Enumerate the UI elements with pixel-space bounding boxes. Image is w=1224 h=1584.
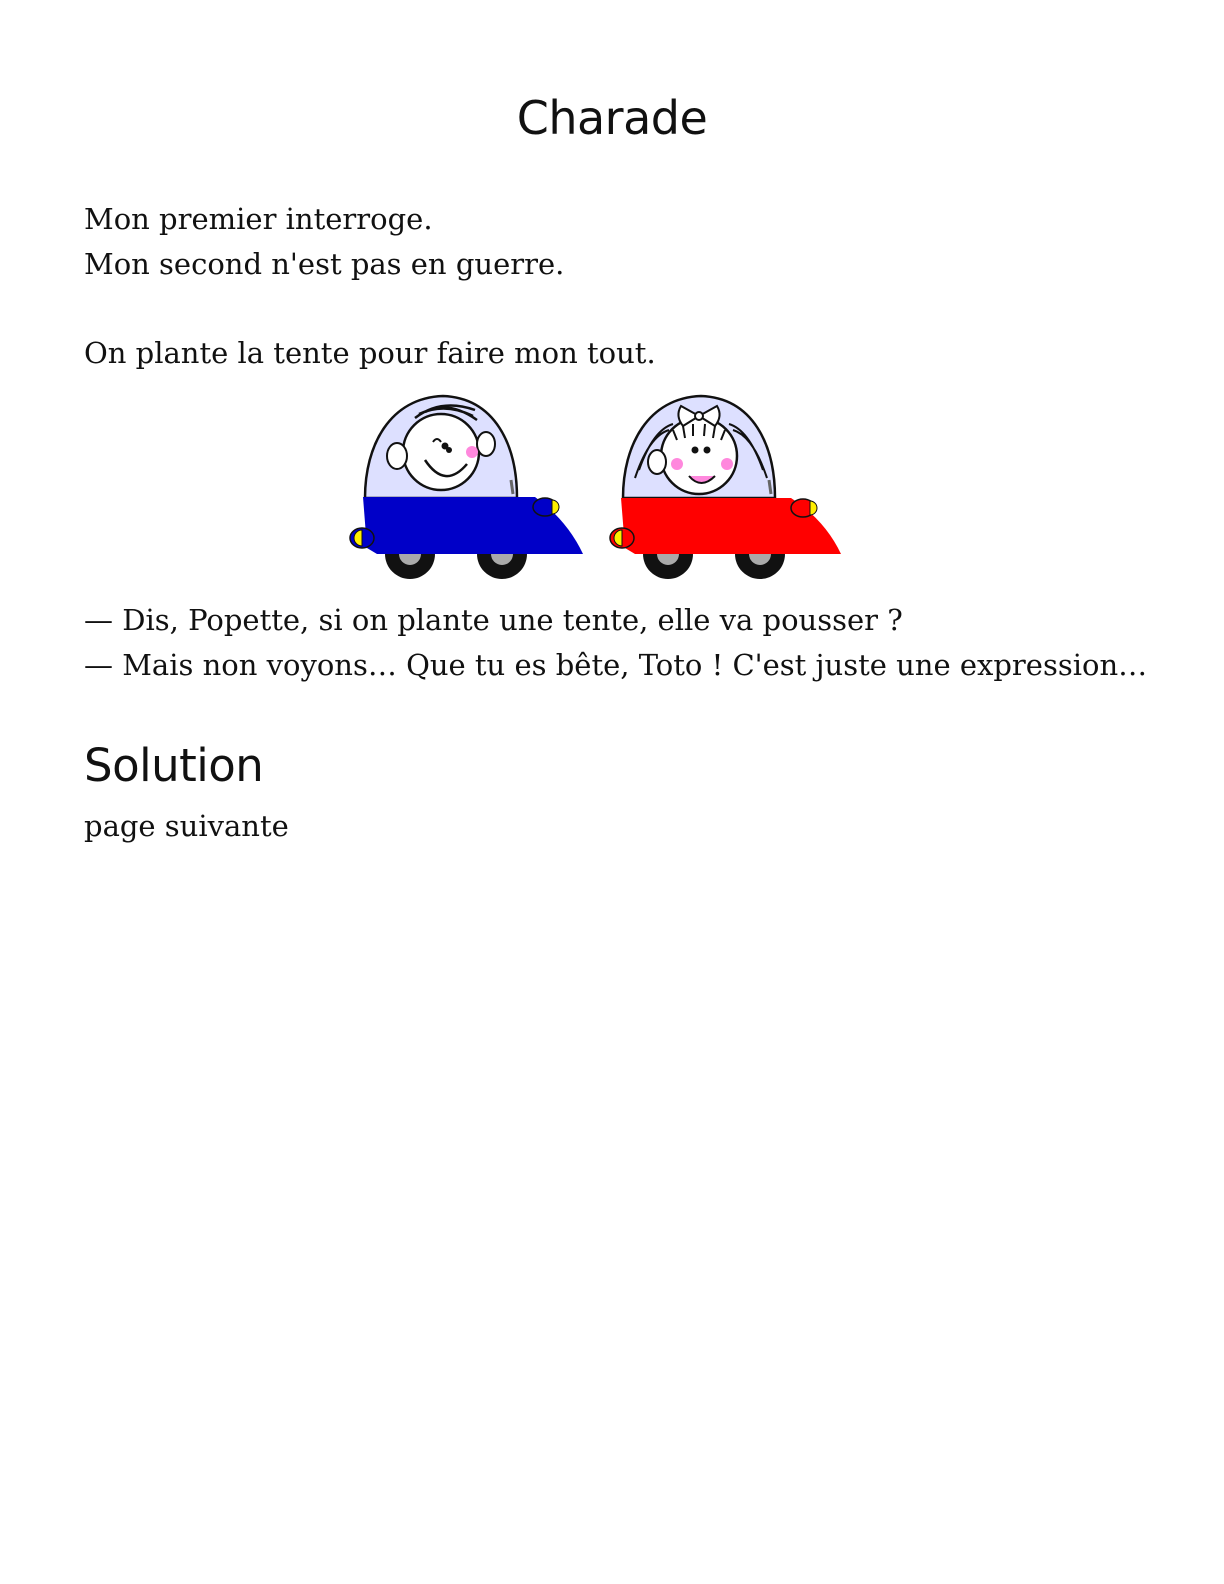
two-cartoon-cars-icon: [345, 390, 845, 590]
solution-text: page suivante: [84, 809, 289, 843]
solution-heading: Solution: [84, 739, 264, 792]
dialogue-line-popette: — Mais non voyons… Que tu es bête, Toto ! C'est juste une expression…: [84, 648, 1148, 682]
riddle-clues: [84, 197, 564, 287]
dialogue: [84, 598, 1147, 688]
dialogue-line-toto: — Dis, Popette, si on plante une tente, elle va pousser ?: [84, 603, 903, 637]
page-title: Charade: [516, 91, 708, 145]
riddle-line-first: Mon premier interroge.: [84, 202, 433, 236]
riddle-conclusion: On plante la tente pour faire mon tout.: [84, 336, 656, 370]
girl-car-icon: [610, 396, 841, 579]
riddle-line-second: Mon second n'est pas en guerre.: [84, 247, 565, 281]
boy-car-icon: [350, 396, 583, 579]
